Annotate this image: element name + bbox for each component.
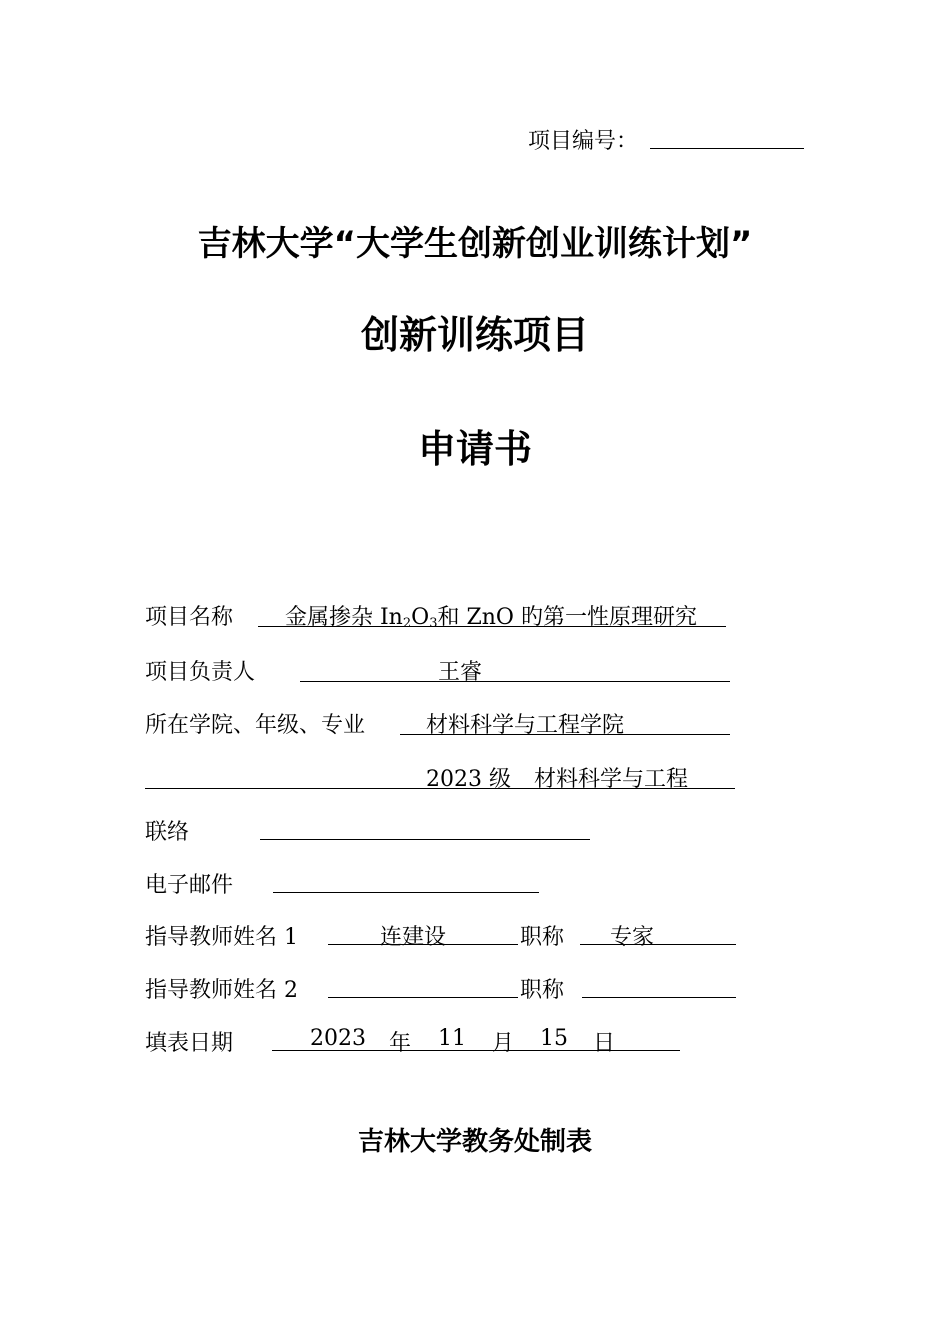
document-type: 申请书 <box>417 427 532 471</box>
advisor2-title-field[interactable] <box>582 973 736 998</box>
advisor1-title-value: 专家 <box>610 925 655 950</box>
email-label: 电子邮件 <box>145 873 234 898</box>
issuer-label: 吉林大学教务处制表 <box>357 1127 592 1157</box>
document-title: 吉林大学“大学生创新创业训练计划” <box>197 224 753 264</box>
major-value: 材料科学与工程 <box>534 767 689 792</box>
grade-value: 2023 级 <box>426 767 511 792</box>
project-number-label: 项目编号： <box>528 129 639 154</box>
advisor1-title-label: 职称 <box>520 925 565 950</box>
project-leader-label: 项目负责人 <box>145 660 256 685</box>
contact-field[interactable] <box>260 815 590 840</box>
advisor2-field[interactable] <box>328 973 518 998</box>
fill-date-year: 2023 <box>310 1026 366 1051</box>
project-name-value: 金属掺杂 $In_2O_3$和 ZnO 旳第一性原理研究 <box>285 605 697 631</box>
fill-date-year-unit: 年 <box>389 1031 412 1056</box>
fill-date-day: 15 <box>540 1026 568 1051</box>
college-label: 所在学院、年级、专业 <box>145 713 366 738</box>
advisor2-title-label: 职称 <box>520 978 565 1003</box>
fill-date-month-unit: 月 <box>492 1031 515 1056</box>
advisor1-value: 连建设 <box>380 925 447 950</box>
project-name-label: 项目名称 <box>145 605 234 630</box>
college-value: 材料科学与工程学院 <box>426 713 625 738</box>
project-number-field[interactable] <box>650 122 804 149</box>
contact-label: 联络 <box>145 820 190 845</box>
advisor1-title-field[interactable] <box>580 920 736 945</box>
project-leader-value: 王睿 <box>438 660 483 685</box>
fill-date-label: 填表日期 <box>145 1031 234 1056</box>
project-leader-field[interactable] <box>300 655 730 682</box>
fill-date-month: 11 <box>438 1026 466 1051</box>
fill-date-day-unit: 日 <box>593 1031 616 1056</box>
document-subtitle: 创新训练项目 <box>360 313 589 357</box>
advisor2-label: 指导教师姓名 2 <box>145 978 298 1003</box>
email-field[interactable] <box>273 868 539 893</box>
advisor1-label: 指导教师姓名 1 <box>145 925 298 950</box>
